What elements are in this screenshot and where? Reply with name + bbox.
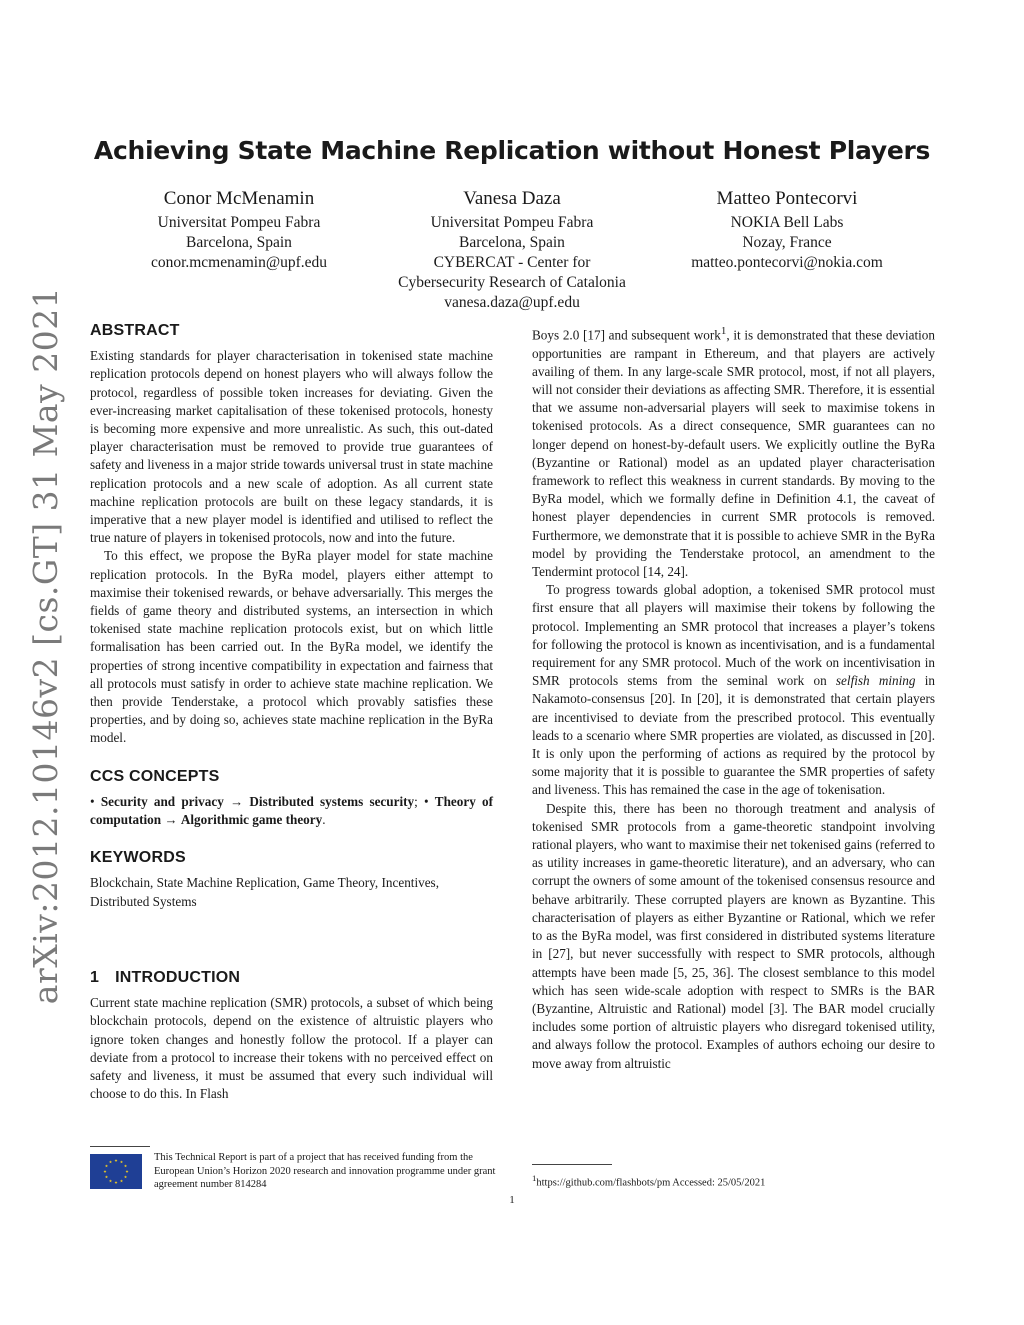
introduction-heading: [90, 969, 493, 987]
author-email: conor.mcmenamin@upf.edu: [150, 254, 328, 271]
ccs-heading: CCS CONCEPTS: [90, 767, 220, 785]
left-column: [90, 322, 493, 1103]
footnote: [532, 1172, 935, 1190]
arrow-icon: →: [230, 793, 244, 809]
abstract-paragraph-1: Existing standards for player characterisation in tokenised state machine replication protocols depend on honest players who will always follow the protocol, regardless of possible token increases for deviating. Given the ever-increasing market capitalisation of these tokenised protocols, honesty is becoming more expensive and more unrealistic. As such, this out-dated player characterisation must be removed to provide true guarantees of safety and liveness in a major stride towards universal trust in state machine replication protocols and a new scale of adoption. As all current state machine replication protocols are built on these legacy standards, it is imperative that a new player model is identified and utilised to reflect the true nature of players in tokenised protocols, now and into the future.: [90, 348, 493, 546]
ccs-item-2-category: Theory of computation: [90, 793, 493, 828]
keywords-text: Blockchain, State Machine Replication, Game Theory, Incentives, Distributed Systems: [90, 875, 439, 909]
eu-flag-stars: [90, 1154, 142, 1189]
author-location: Barcelona, Spain: [459, 234, 565, 251]
author-location: Barcelona, Spain: [186, 234, 292, 251]
introduction-paragraph-2: [532, 322, 935, 581]
author-affiliation: NOKIA Bell Labs: [730, 214, 844, 231]
ccs-item-1-concept: Distributed systems security: [249, 793, 415, 809]
section-number: 1: [90, 968, 100, 986]
introduction-paragraph-4: Despite this, there has been no thorough treatment and analysis of tokenised SMR protocols from a game-theoretic standpoint involving rational players, who want to maximise their net tokenised gains (referred to as utility increases in game-theoretic literature), and an adversary, who can corrupt the owners of some amount of the tokenised consensus resource and behave arbitrarily. These corrupted players are known as Byzantine. This characterisation of players as either Byzantine or Rational, which we refer to as the ByRa model, was first considered in distributed systems literature in [27], but never successfully with respect to SMR protocols, although attempts have been made [5, 25, 36]. The closest semblance to this model which has seen wide-scale adoption with respect to SMRs is the BAR (Byzantine, Altruistic and Rational) model [3]. The BAR model crucially includes some portion of altruistic players who disregard tokenised utility, and always follow the protocol. Examples of authors echoing our desire to move away from altruistic: [532, 800, 935, 1071]
ccs-item-2-concept: Algorithmic game theory: [180, 812, 323, 828]
text-run: Boys 2.0 [17] and subsequent work: [532, 327, 721, 343]
ccs-bullet: •: [90, 793, 95, 809]
author-affiliation: Universitat Pompeu Fabra: [430, 214, 594, 231]
ccs-concepts-text: • Security and privacy → Distributed systems security; • Theory of computation → Algorithmic game theory.: [90, 793, 493, 828]
abstract-paragraph-2: To this effect, we propose the ByRa player model for state machine replication protocols. In the ByRa model, players either attempt to maximise their tokenised rewards, or behave adversarially. This merges the fields of game theory and distributed systems, an intersection in which tokenised state machine replication protocols exist, but on which little formalisation has been carried out. In the ByRa model, we identify the properties of strong incentive compatibility in expectation and fairness that all protocols must satisfy in order to achieve state machine replication. We then provide Tenderstake, a protocol which provably satisfies these properties, and by doing so, achieves state machine replication in the ByRa model.: [90, 548, 493, 746]
emphasis-selfish-mining: selfish mining: [835, 673, 916, 689]
introduction-paragraph-1: Current state machine replication (SMR) protocols, a subset of which being blockchain protocols, depend on the existence of altruistic players who ignore token changes and honestly follow the protocol. If a player can deviate from a protocol to increase their tokens with no perceived effect on safety and liveness, it must be assumed that every such individual will choose to do this. In Flash: [90, 995, 493, 1102]
keywords-heading: KEYWORDS: [90, 849, 186, 867]
author-affiliation-2-cont: Cybersecurity Research of Catalonia: [398, 274, 626, 291]
abstract-heading: ABSTRACT: [90, 322, 180, 339]
footnote-text: https://github.com/flashbots/pm Accessed: 25/05/2021: [536, 1177, 766, 1189]
footnote-divider: [90, 1146, 150, 1147]
paper-title: Achieving State Machine Replication without Honest Players: [93, 136, 931, 165]
author-affiliation-2: CYBERCAT - Center for: [433, 254, 591, 271]
author-block-1: [89, 187, 389, 273]
introduction-paragraph-3: [532, 581, 935, 799]
footnote-marker: 1: [720, 325, 727, 337]
arxiv-identifier-stamp: [22, 286, 70, 1004]
author-name: Matteo Pontecorvi: [716, 188, 858, 209]
eu-funding-note: This Technical Report is part of a project that has received funding from the European Union’s Horizon 2020 research and innovation programme under grant agreement number 814284: [154, 1152, 496, 1190]
author-affiliation: Universitat Pompeu Fabra: [157, 214, 321, 231]
author-name: Conor McMenamin: [163, 188, 315, 209]
author-location: Nozay, France: [742, 234, 832, 251]
footnote-number: 1: [532, 1173, 537, 1183]
text-run: in Nakamoto-consensus [20]. In [20], it is demonstrated that certain players are incentivised to deviate from the prescribed protocol. This eventually leads to a scenario where SMR properties are violated, as discussed in [20]. It is only upon the performing of actions as required by the protocol by some majority that it is possible to guarantee the SMR properties of safety and liveness. This has remained the case in the age of tokenisation.: [532, 673, 935, 798]
footnote-divider: [532, 1164, 612, 1165]
arrow-icon: →: [164, 812, 178, 828]
right-column: [532, 322, 935, 1073]
author-block-3: [637, 187, 937, 273]
author-name: Vanesa Daza: [463, 188, 561, 209]
eu-flag-icon: [90, 1154, 142, 1189]
text-run: , it is demonstrated that these deviation opportunities are rampant in Ethereum, and that players are actively availing of them. In any large-scale SMR protocol, most, if not all players, will not consider their deviations as affecting SMR. Therefore, it is essential that we assume non-adversarial players will seek to maximise tokens in tokenised protocols. As a direct consequence, SMR guarantees can no longer depend on honest-by-default users. We explicitly outline the ByRa (Byzantine or Rational) model as an updated player characterisation framework to reflect this weakness in current standards. By moving to the ByRa model, which we formally define in Definition 4.1, the caveat of honest player dependencies in current SMR protocols is removed. Furthermore, we demonstrate that it is possible to achieve SMR in the ByRa model by providing the Tenderstake protocol, an amendment to the Tendermint protocol [14, 24].: [532, 327, 935, 580]
text-run: To progress towards global adoption, a tokenised SMR protocol must first ensure that all players will maximise their tokens by following the protocol. Implementing an SMR protocol that increases a player’s tokens for following the protocol is known as incentivisation, and is a fundamental requirement for any SMR protocol. Much of the work on incentivisation in SMR protocols stems from the seminal work on: [532, 582, 935, 689]
author-email: vanesa.daza@upf.edu: [444, 294, 580, 311]
author-block-2: [362, 187, 662, 313]
author-email: matteo.pontecorvi@nokia.com: [691, 254, 883, 271]
ccs-item-1-category: Security and privacy: [100, 793, 224, 809]
arxiv-id-text: arXiv:2012.10146v2 [cs.GT] 31 May 2021: [26, 286, 66, 1004]
page-number: 1: [509, 1194, 515, 1206]
ccs-bullet: •: [423, 793, 429, 809]
section-title: INTRODUCTION: [115, 968, 241, 986]
